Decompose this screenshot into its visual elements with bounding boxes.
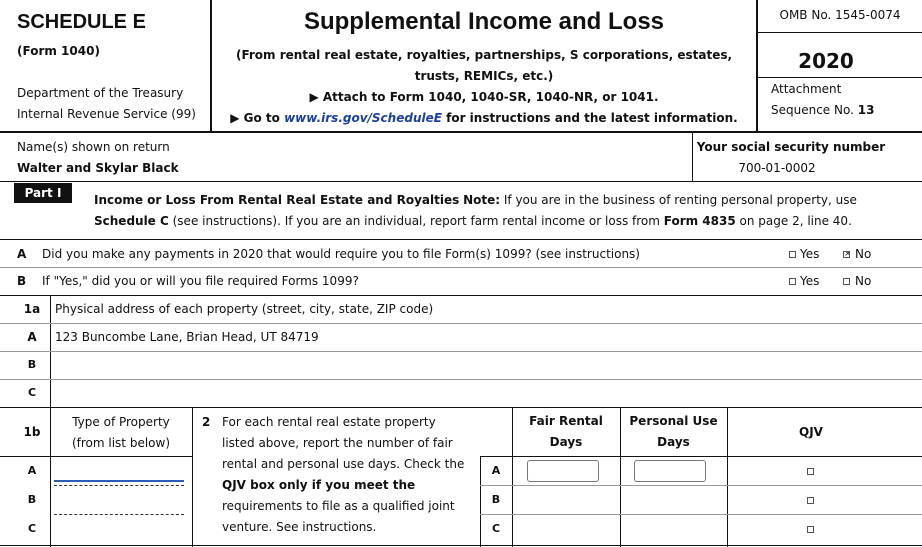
days-row-c-letter: C bbox=[491, 522, 501, 535]
line-2-instr-6: venture. See instructions. bbox=[222, 520, 377, 534]
subtitle-line2: trusts, REMICs, etc.) bbox=[414, 69, 554, 83]
question-a-text: Did you make any payments in 2020 that would require you to file Form(s) 1099? (see instructions) bbox=[42, 247, 640, 261]
personal-use-header: Personal Use bbox=[629, 414, 718, 428]
type-row-a-letter: A bbox=[27, 464, 37, 477]
personal-use-days-a-input[interactable] bbox=[634, 460, 706, 482]
type-row-c-letter: C bbox=[27, 522, 37, 535]
line-2-instr-2: listed above, report the number of fair bbox=[222, 436, 453, 450]
line-1b-number: 1b bbox=[23, 425, 41, 439]
type-of-property-c-input[interactable] bbox=[54, 519, 184, 541]
type-of-property-label: Type of Property bbox=[72, 415, 170, 429]
tax-year: 2020 bbox=[798, 49, 854, 73]
department-label: Department of the Treasury bbox=[17, 86, 184, 100]
address-row-a-letter: A bbox=[27, 330, 37, 344]
question-b-text: If "Yes," did you or will you file required Forms 1099? bbox=[42, 274, 359, 288]
goto-instruction bbox=[212, 111, 756, 125]
goto-prefix: ▶ Go to bbox=[230, 111, 285, 125]
days-row-a-letter: A bbox=[491, 464, 501, 477]
ssn-label: Your social security number bbox=[696, 140, 886, 154]
line-2-number: 2 bbox=[202, 415, 211, 429]
type-of-property-b-input[interactable] bbox=[54, 490, 184, 512]
question-a-yes-checkbox[interactable] bbox=[789, 251, 796, 258]
qjv-b-checkbox[interactable] bbox=[807, 497, 814, 504]
address-row-c-letter: C bbox=[27, 386, 37, 399]
question-a-no-checkbox[interactable] bbox=[843, 251, 850, 258]
question-a-no-label: No bbox=[855, 247, 872, 261]
irs-link[interactable]: www.irs.gov/ScheduleE bbox=[284, 111, 442, 125]
omb-number: OMB No. 1545-0074 bbox=[779, 8, 901, 22]
days-row-b-letter: B bbox=[491, 493, 501, 506]
subtitle-line1: (From rental real estate, royalties, partnerships, S corporations, estates, bbox=[235, 48, 733, 62]
fair-rental-header: Fair Rental bbox=[529, 414, 603, 428]
personal-use-header-days: Days bbox=[657, 435, 690, 449]
question-b-letter: B bbox=[17, 274, 27, 288]
question-b-no-checkbox[interactable] bbox=[843, 278, 850, 285]
question-a-letter: A bbox=[17, 247, 27, 261]
address-row-a-value[interactable]: 123 Buncombe Lane, Brian Head, UT 84719 bbox=[55, 330, 319, 344]
form-4835-ref: Form 4835 bbox=[663, 214, 736, 228]
sequence-number bbox=[771, 103, 874, 117]
question-a-yes-label: Yes bbox=[800, 247, 820, 261]
line2-text-b: on page 2, line 40. bbox=[735, 214, 852, 228]
qjv-c-checkbox[interactable] bbox=[807, 526, 814, 533]
type-of-property-sublabel: (from list below) bbox=[71, 436, 171, 450]
address-row-b-letter: B bbox=[27, 358, 37, 371]
line-1a-label: Physical address of each property (street, city, state, ZIP code) bbox=[55, 302, 434, 316]
schedule-c-ref: Schedule C bbox=[94, 214, 169, 228]
sequence-label: Sequence No. bbox=[771, 103, 854, 117]
line-2-instr-1: For each rental real estate property bbox=[222, 415, 436, 429]
qjv-header: QJV bbox=[799, 425, 823, 439]
line-2-instr-5: requirements to file as a qualified joint bbox=[222, 499, 455, 513]
fair-rental-days-a-input[interactable] bbox=[527, 460, 599, 482]
qjv-a-checkbox[interactable] bbox=[807, 468, 814, 475]
line-1a-number: 1a bbox=[23, 302, 41, 316]
attach-instruction: ▶ Attach to Form 1040, 1040-SR, 1040-NR, or 1041. bbox=[309, 90, 659, 104]
line2-text-a: (see instructions). If you are an individual, report farm rental income or loss from bbox=[168, 214, 664, 228]
goto-suffix: for instructions and the latest information. bbox=[441, 111, 738, 125]
schedule-title: SCHEDULE E bbox=[17, 11, 146, 33]
note-label: Note: bbox=[463, 193, 501, 207]
question-b-no-label: No bbox=[855, 274, 872, 288]
part1-heading-line2 bbox=[94, 214, 852, 228]
line-2-instr-4-text: QJV box only if you meet the bbox=[222, 478, 416, 492]
question-b-yes-label: Yes bbox=[800, 274, 820, 288]
form-reference: (Form 1040) bbox=[17, 44, 100, 58]
form-main-title: Supplemental Income and Loss bbox=[303, 8, 665, 35]
taxpayer-name: Walter and Skylar Black bbox=[17, 161, 179, 175]
part1-heading: Income or Loss From Rental Real Estate and Royalties bbox=[94, 193, 460, 207]
type-row-b-letter: B bbox=[27, 493, 37, 506]
name-label: Name(s) shown on return bbox=[17, 140, 170, 154]
sequence-value: 13 bbox=[857, 103, 875, 117]
irs-label: Internal Revenue Service (99) bbox=[17, 107, 196, 121]
line-2-instr-4 bbox=[222, 478, 415, 492]
type-of-property-a-input[interactable] bbox=[54, 460, 184, 482]
question-b-yes-checkbox[interactable] bbox=[789, 278, 796, 285]
part-badge: Part I bbox=[14, 183, 72, 203]
note-text: If you are in the business of renting personal property, use bbox=[500, 193, 857, 207]
ssn-value: 700-01-0002 bbox=[738, 161, 816, 175]
attachment-label: Attachment bbox=[771, 82, 842, 96]
part1-heading-line1 bbox=[94, 193, 857, 207]
fair-rental-header-days: Days bbox=[549, 435, 583, 449]
line-2-instr-3: rental and personal use days. Check the bbox=[222, 457, 465, 471]
